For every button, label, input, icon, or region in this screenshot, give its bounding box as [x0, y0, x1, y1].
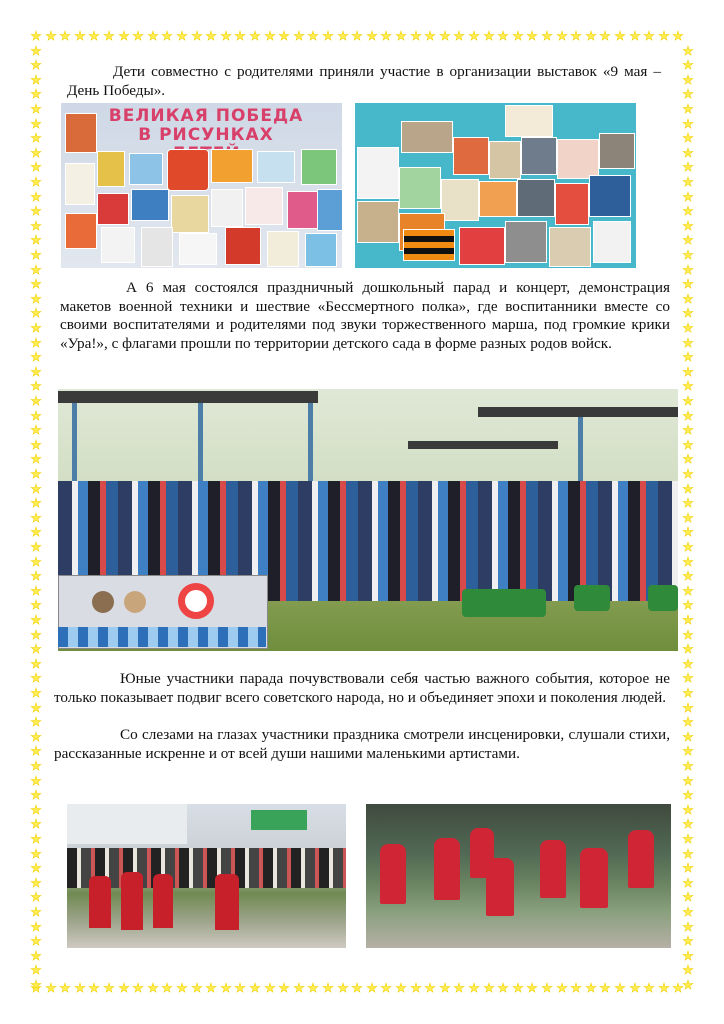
exhibit-photo-children-drawings: [61, 103, 342, 268]
star-icon: [682, 760, 694, 772]
exhibit-banner: ВЕЛИКАЯ ПОБЕДА В РИСУНКАХ: [108, 106, 304, 145]
star-icon: [45, 982, 57, 994]
star-icon: [30, 59, 42, 71]
star-icon: [614, 30, 626, 42]
star-icon: [30, 716, 42, 728]
star-icon: [147, 982, 159, 994]
star-icon: [682, 512, 694, 524]
star-icon: [30, 205, 42, 217]
star-icon: [672, 982, 684, 994]
star-icon: [682, 424, 694, 436]
star-icon: [682, 891, 694, 903]
star-icon: [672, 30, 684, 42]
star-icon: [483, 982, 495, 994]
star-icon: [132, 982, 144, 994]
star-icon: [682, 45, 694, 57]
star-icon: [682, 220, 694, 232]
star-icon: [30, 891, 42, 903]
star-icon: [682, 848, 694, 860]
star-icon: [410, 30, 422, 42]
star-icon: [30, 147, 42, 159]
star-icon: [30, 88, 42, 100]
star-icon: [366, 982, 378, 994]
star-icon: [682, 775, 694, 787]
star-icon: [30, 877, 42, 889]
star-icon: [682, 205, 694, 217]
star-icon: [45, 30, 57, 42]
participants-paragraph: Юные участники парада почувствовали себя частью важного события, которое не только показывает подвиг всего советского народа, но и объединяет эпохи и поколения людей.: [54, 670, 670, 706]
star-icon: [599, 30, 611, 42]
star-icon: [30, 921, 42, 933]
star-icon: [30, 614, 42, 626]
star-icon: [30, 658, 42, 670]
star-icon: [30, 264, 42, 276]
star-icon: [351, 982, 363, 994]
star-icon: [205, 30, 217, 42]
star-icon: [682, 88, 694, 100]
star-icon: [570, 982, 582, 994]
star-icon: [30, 556, 42, 568]
star-icon: [30, 453, 42, 465]
star-icon: [468, 982, 480, 994]
star-icon: [30, 585, 42, 597]
star-icon: [682, 921, 694, 933]
star-icon: [351, 30, 363, 42]
star-icon: [74, 982, 86, 994]
star-icon: [585, 982, 597, 994]
star-icon: [30, 979, 42, 991]
star-icon: [264, 982, 276, 994]
star-icon: [614, 982, 626, 994]
star-icon: [682, 439, 694, 451]
star-icon: [307, 982, 319, 994]
star-icon: [682, 161, 694, 173]
star-icon: [30, 672, 42, 684]
star-icon: [30, 424, 42, 436]
star-icon: [30, 804, 42, 816]
star-icon: [337, 30, 349, 42]
star-icon: [191, 982, 203, 994]
star-icon: [322, 30, 334, 42]
star-icon: [30, 380, 42, 392]
star-icon: [682, 672, 694, 684]
star-icon: [30, 132, 42, 144]
star-icon: [439, 982, 451, 994]
star-icon: [161, 982, 173, 994]
star-icon: [293, 982, 305, 994]
parade-paragraph: А 6 мая состоялся праздничный дошкольный парад и концерт, демонстрация макетов военной техники и шествие «Бессмертного полка», где воспитанники вместе со своими воспитателями и родителями под звуки торжественного марша, под громкие крики «Ура!», с флагами прошли по территории детского сада в форме разных родов войск.: [60, 279, 670, 352]
star-icon: [682, 716, 694, 728]
star-icon: [30, 30, 42, 42]
star-icon: [88, 30, 100, 42]
intro-paragraph: Дети совместно с родителями приняли участие в организации выставок «9 мая – День Победы».: [67, 63, 661, 99]
star-icon: [682, 541, 694, 553]
star-icon: [468, 30, 480, 42]
star-icon: [176, 982, 188, 994]
star-icon: [30, 964, 42, 976]
star-icon: [682, 935, 694, 947]
star-icon: [30, 278, 42, 290]
tears-paragraph: Со слезами на глазах участники праздника смотрели инсценировки, слушали стихи, рассказанные искренне и от всей души нашими маленькими артистами.: [54, 726, 670, 762]
star-icon: [30, 526, 42, 538]
star-icon: [682, 979, 694, 991]
star-icon: [682, 118, 694, 130]
star-icon: [59, 982, 71, 994]
star-icon: [30, 191, 42, 203]
star-icon: [366, 30, 378, 42]
star-icon: [293, 30, 305, 42]
star-icon: [249, 982, 261, 994]
star-icon: [682, 307, 694, 319]
star-icon: [30, 293, 42, 305]
star-icon: [30, 337, 42, 349]
star-icon: [682, 497, 694, 509]
star-icon: [682, 337, 694, 349]
star-icon: [585, 30, 597, 42]
star-icon: [30, 789, 42, 801]
star-icon: [30, 775, 42, 787]
star-icon: [682, 380, 694, 392]
star-icon: [220, 30, 232, 42]
star-icon: [541, 30, 553, 42]
star-icon: [643, 30, 655, 42]
star-icon: [682, 629, 694, 641]
star-icon: [380, 982, 392, 994]
star-icon: [30, 760, 42, 772]
star-icon: [682, 453, 694, 465]
star-icon: [30, 935, 42, 947]
star-icon: [541, 982, 553, 994]
star-icon: [682, 556, 694, 568]
star-icon: [682, 278, 694, 290]
star-icon: [337, 982, 349, 994]
star-icon: [59, 30, 71, 42]
star-icon: [682, 59, 694, 71]
star-icon: [30, 483, 42, 495]
star-icon: [512, 982, 524, 994]
star-icon: [453, 982, 465, 994]
star-icon: [629, 982, 641, 994]
star-icon: [103, 982, 115, 994]
star-icon: [512, 30, 524, 42]
star-icon: [410, 982, 422, 994]
star-icon: [424, 982, 436, 994]
star-icon: [30, 982, 42, 994]
star-icon: [278, 982, 290, 994]
star-icon: [103, 30, 115, 42]
star-icon: [682, 702, 694, 714]
star-icon: [234, 982, 246, 994]
star-icon: [30, 249, 42, 261]
star-icon: [30, 906, 42, 918]
star-icon: [30, 541, 42, 553]
star-icon: [30, 118, 42, 130]
star-icon: [682, 570, 694, 582]
star-icon: [682, 483, 694, 495]
star-icon: [682, 614, 694, 626]
star-icon: [682, 410, 694, 422]
star-icon: [307, 30, 319, 42]
star-icon: [118, 30, 130, 42]
star-icon: [682, 264, 694, 276]
star-icon: [497, 30, 509, 42]
star-icon: [30, 395, 42, 407]
star-icon: [30, 322, 42, 334]
star-icon: [682, 804, 694, 816]
star-icon: [74, 30, 86, 42]
star-icon: [220, 982, 232, 994]
star-icon: [30, 643, 42, 655]
star-icon: [682, 658, 694, 670]
star-icon: [483, 30, 495, 42]
star-icon: [682, 234, 694, 246]
star-icon: [30, 176, 42, 188]
star-icon: [205, 982, 217, 994]
star-icon: [30, 74, 42, 86]
star-icon: [191, 30, 203, 42]
star-icon: [682, 731, 694, 743]
star-icon: [30, 307, 42, 319]
star-icon: [682, 877, 694, 889]
star-icon: [643, 982, 655, 994]
star-icon: [322, 982, 334, 994]
star-icon: [118, 982, 130, 994]
parade-photo: [58, 389, 678, 651]
star-icon: [88, 982, 100, 994]
star-icon: [30, 599, 42, 611]
star-icon: [453, 30, 465, 42]
star-icon: [147, 30, 159, 42]
star-icon: [682, 599, 694, 611]
star-icon: [682, 293, 694, 305]
star-icon: [682, 366, 694, 378]
star-icon: [264, 30, 276, 42]
star-icon: [682, 132, 694, 144]
star-icon: [682, 526, 694, 538]
dance-photo-stage: [366, 804, 671, 948]
star-icon: [30, 687, 42, 699]
star-icon: [30, 366, 42, 378]
star-icon: [380, 30, 392, 42]
star-icon: [234, 30, 246, 42]
star-icon: [682, 950, 694, 962]
star-icon: [497, 982, 509, 994]
star-icon: [682, 351, 694, 363]
star-icon: [176, 30, 188, 42]
star-icon: [30, 862, 42, 874]
star-icon: [249, 30, 261, 42]
star-icon: [682, 176, 694, 188]
star-icon: [30, 818, 42, 830]
star-icon: [439, 30, 451, 42]
star-icon: [30, 833, 42, 845]
star-icon: [132, 30, 144, 42]
star-icon: [658, 30, 670, 42]
star-icon: [30, 702, 42, 714]
star-icon: [30, 351, 42, 363]
star-icon: [682, 468, 694, 480]
dance-photo-outdoor: [67, 804, 346, 948]
star-icon: [30, 220, 42, 232]
star-icon: [30, 410, 42, 422]
star-icon: [599, 982, 611, 994]
star-icon: [30, 497, 42, 509]
star-icon: [30, 950, 42, 962]
star-icon: [30, 103, 42, 115]
star-icon: [395, 982, 407, 994]
star-icon: [30, 629, 42, 641]
star-icon: [682, 818, 694, 830]
star-icon: [526, 30, 538, 42]
star-icon: [30, 468, 42, 480]
star-icon: [682, 191, 694, 203]
star-icon: [30, 161, 42, 173]
star-icon: [30, 745, 42, 757]
star-icon: [161, 30, 173, 42]
star-icon: [278, 30, 290, 42]
exhibit-photo-wall: [355, 103, 636, 268]
star-icon: [682, 745, 694, 757]
star-icon: [682, 789, 694, 801]
star-icon: [30, 731, 42, 743]
star-icon: [682, 964, 694, 976]
star-icon: [526, 982, 538, 994]
star-icon: [30, 512, 42, 524]
star-icon: [682, 687, 694, 699]
star-icon: [556, 982, 568, 994]
star-icon: [570, 30, 582, 42]
star-icon: [682, 322, 694, 334]
star-icon: [30, 570, 42, 582]
star-icon: [682, 147, 694, 159]
star-icon: [30, 439, 42, 451]
star-icon: [629, 30, 641, 42]
star-icon: [30, 234, 42, 246]
star-icon: [682, 585, 694, 597]
star-icon: [682, 833, 694, 845]
star-icon: [658, 982, 670, 994]
star-icon: [30, 848, 42, 860]
star-icon: [682, 643, 694, 655]
star-icon: [682, 249, 694, 261]
star-icon: [682, 74, 694, 86]
star-icon: [682, 103, 694, 115]
star-icon: [682, 906, 694, 918]
star-icon: [30, 45, 42, 57]
star-icon: [556, 30, 568, 42]
star-icon: [424, 30, 436, 42]
star-icon: [682, 395, 694, 407]
star-icon: [395, 30, 407, 42]
star-icon: [682, 862, 694, 874]
